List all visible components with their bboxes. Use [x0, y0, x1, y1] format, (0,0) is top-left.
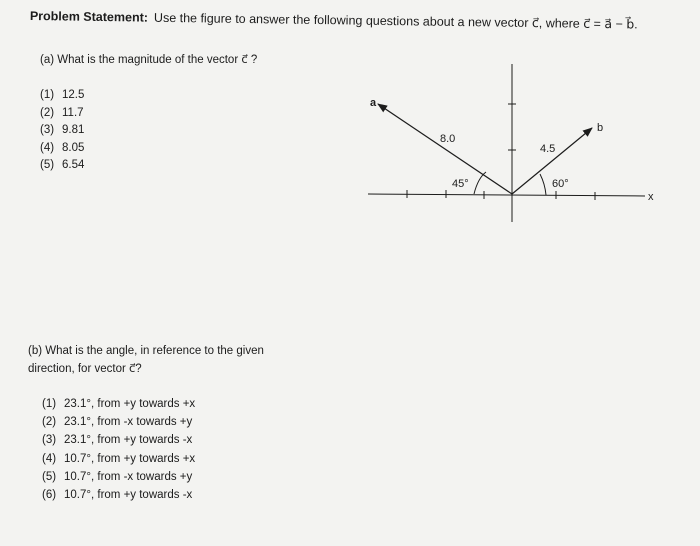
- option-number: (3): [40, 124, 55, 137]
- option-text: 11.7: [62, 106, 84, 119]
- option-text: 23.1°, from -x towards +y: [64, 416, 193, 429]
- option-number: (5): [40, 159, 55, 172]
- vector-a-arrow: [378, 104, 512, 194]
- x-axis-line: [368, 194, 645, 196]
- option-number: (6): [42, 489, 57, 502]
- question-b-line1: (b) What is the angle, in reference to the given: [28, 345, 264, 357]
- option-text: 10.7°, from -x towards +y: [64, 470, 193, 483]
- option-number: (5): [42, 470, 57, 483]
- option-text: 12.5: [62, 89, 85, 101]
- option-number: (4): [42, 452, 57, 465]
- option-number: (4): [40, 141, 55, 154]
- x-axis-label: x: [648, 191, 654, 203]
- angle-b-arc: [540, 174, 546, 195]
- angle-a-label: 45°: [452, 178, 469, 190]
- option-text: 23.1°, from +y towards +x: [64, 398, 196, 410]
- option-text: 9.81: [62, 124, 85, 137]
- option-number: (3): [42, 434, 57, 447]
- vector-b-label: b: [597, 122, 604, 134]
- magnitude-b-label: 4.5: [540, 143, 556, 155]
- option-number: (2): [42, 416, 57, 429]
- problem-statement-label: Problem Statement:: [29, 8, 149, 25]
- question-b-line2: direction, for vector c⃗?: [28, 363, 142, 375]
- problem-statement-text: Use the figure to answer the following questions about a new vector c⃗, where c⃗ = a⃗ − b⃗.: [153, 10, 638, 32]
- angle-b-label: 60°: [552, 178, 569, 190]
- option-text: 6.54: [62, 159, 85, 172]
- magnitude-a-label: 8.0: [440, 133, 456, 145]
- option-number: (2): [40, 106, 55, 119]
- option-text: 10.7°, from +y towards -x: [64, 489, 193, 502]
- option-text: 8.05: [62, 141, 85, 154]
- option-number: (1): [40, 89, 55, 101]
- option-text: 23.1°, from +y towards -x: [64, 434, 193, 447]
- vector-a-label: a: [370, 97, 377, 109]
- option-number: (1): [42, 398, 57, 410]
- question-a: (a) What is the magnitude of the vector c⃗ ?: [40, 54, 258, 66]
- option-text: 10.7°, from +y towards +x: [64, 452, 196, 465]
